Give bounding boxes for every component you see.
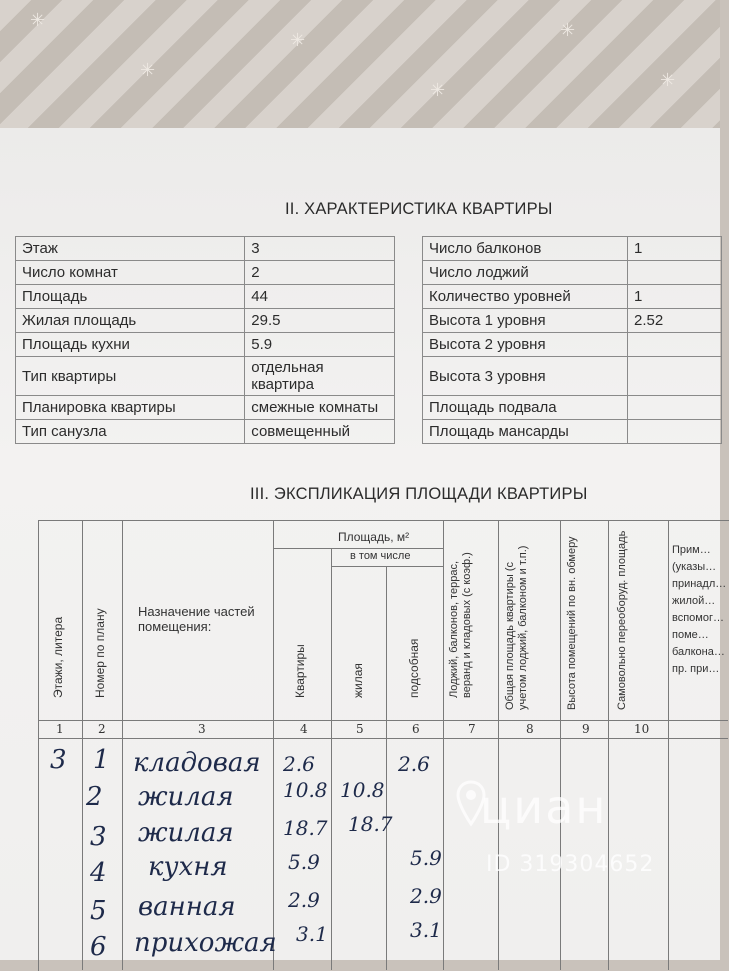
row-value: 2 <box>245 261 395 285</box>
row-apartment-area: 5.9 <box>288 850 320 874</box>
table-row <box>423 333 722 357</box>
table-row <box>423 357 722 396</box>
row-value: 44 <box>245 285 395 309</box>
row-label: Количество уровней <box>423 285 628 309</box>
table-row <box>423 261 722 285</box>
row-label: Число комнат <box>16 261 245 285</box>
row-value: 5.9 <box>245 333 395 357</box>
row-label: Площадь мансарды <box>423 420 628 444</box>
row-apartment-area: 18.7 <box>283 816 328 840</box>
column-number: 2 <box>98 722 106 736</box>
col-line <box>608 520 609 970</box>
row-room-name: кухня <box>148 852 228 882</box>
table-row <box>16 420 395 444</box>
header-apartment: Квартиры <box>293 644 307 698</box>
row-label: Площадь <box>16 285 245 309</box>
row-apartment-area: 2.6 <box>283 752 315 776</box>
row-label: Число лоджий <box>423 261 628 285</box>
column-number: 4 <box>300 722 308 736</box>
table-row <box>16 309 395 333</box>
header-note: Прим… (указы… принадл… жилой… вспомог… поме… балкона… пр. при… <box>672 544 727 675</box>
header-auxiliary: подсобная <box>407 638 421 698</box>
fabric-star-icon: ✳ <box>290 30 306 51</box>
row-auxiliary-area: 5.9 <box>410 846 442 870</box>
row-label: Этаж <box>16 237 245 261</box>
table-row <box>423 420 722 444</box>
row-label: Тип санузла <box>16 420 245 444</box>
column-number: 6 <box>412 722 420 736</box>
row-plan-number: 6 <box>90 932 107 962</box>
row-auxiliary-area: 2.6 <box>398 752 430 776</box>
header-height: Высота помещений по вн. обмеру <box>566 536 578 710</box>
fabric-star-icon: ✳ <box>430 80 446 101</box>
table-row <box>16 237 395 261</box>
row-label: Жилая площадь <box>16 309 245 333</box>
apartment-levels-table <box>422 236 722 444</box>
row-plan-number: 1 <box>93 745 110 775</box>
header-floor: Этажи, литера <box>51 616 65 698</box>
table-row <box>16 261 395 285</box>
fabric-star-icon: ✳ <box>30 10 46 31</box>
row-apartment-area: 10.8 <box>283 778 328 802</box>
fabric-background <box>0 0 720 135</box>
row-apartment-area: 3.1 <box>296 922 328 946</box>
row-room-name: прихожая <box>134 928 277 958</box>
incl-divider <box>331 566 443 567</box>
column-number: 1 <box>56 722 64 736</box>
col-line <box>82 520 83 970</box>
row-auxiliary-area: 2.9 <box>410 884 442 908</box>
row-value: 1 <box>628 237 722 261</box>
area-group-divider <box>273 548 443 549</box>
row-value <box>628 357 722 396</box>
row-auxiliary-area: 3.1 <box>410 918 442 942</box>
apartment-characteristics-table <box>15 236 395 444</box>
table-row <box>16 333 395 357</box>
column-number: 3 <box>198 722 206 736</box>
row-label: Площадь кухни <box>16 333 245 357</box>
row-label: Высота 3 уровня <box>423 357 628 396</box>
row-floor: 3 <box>50 745 67 775</box>
col-line <box>331 548 332 970</box>
column-number: 10 <box>634 722 650 736</box>
row-living-area: 10.8 <box>340 778 385 802</box>
table-row <box>423 285 722 309</box>
row-value: 29.5 <box>245 309 395 333</box>
col-line <box>560 520 561 970</box>
header-total: Общая площадь квартиры (с учетом лоджий, балконом и т.п.) <box>504 545 529 710</box>
row-value: отдельная квартира <box>245 357 395 396</box>
numbers-divider <box>38 738 728 739</box>
row-value: 1 <box>628 285 722 309</box>
column-number: 5 <box>356 722 364 736</box>
header-plan-number: Номер по плану <box>93 608 107 698</box>
row-living-area: 18.7 <box>348 812 393 836</box>
row-value <box>628 396 722 420</box>
row-plan-number: 4 <box>90 858 107 888</box>
row-value: совмещенный <box>245 420 395 444</box>
row-label: Высота 2 уровня <box>423 333 628 357</box>
fabric-star-icon: ✳ <box>660 70 676 91</box>
table-row <box>423 237 722 261</box>
column-number: 9 <box>582 722 590 736</box>
row-room-name: кладовая <box>133 748 261 778</box>
table-row <box>16 285 395 309</box>
row-value <box>628 261 722 285</box>
row-value <box>628 420 722 444</box>
table-row <box>423 309 722 333</box>
row-value: 2.52 <box>628 309 722 333</box>
row-label: Высота 1 уровня <box>423 309 628 333</box>
row-apartment-area: 2.9 <box>288 888 320 912</box>
header-living: жилая <box>351 663 365 698</box>
header-incl: в том числе <box>350 550 411 562</box>
row-value: 3 <box>245 237 395 261</box>
col-line <box>386 566 387 970</box>
section2-title: II. ХАРАКТЕРИСТИКА КВАРТИРЫ <box>285 200 553 218</box>
table-row <box>423 396 722 420</box>
header-loggia: Лоджий, балконов, террас, веранд и кладовых (с коэф.) <box>448 552 473 698</box>
row-room-name: жилая <box>138 782 234 812</box>
explication-table <box>38 520 728 970</box>
col-line <box>443 520 444 970</box>
row-plan-number: 3 <box>90 822 107 852</box>
table-row <box>16 357 395 396</box>
table-row <box>16 396 395 420</box>
col-line <box>273 520 274 970</box>
column-number: 8 <box>526 722 534 736</box>
row-room-name: жилая <box>138 818 234 848</box>
header-area-group: Площадь, м² <box>338 530 410 544</box>
row-label: Тип квартиры <box>16 357 245 396</box>
row-plan-number: 5 <box>90 896 107 926</box>
fabric-star-icon: ✳ <box>560 20 576 41</box>
col-line <box>122 520 123 970</box>
section3-title: III. ЭКСПЛИКАЦИЯ ПЛОЩАДИ КВАРТИРЫ <box>250 485 588 503</box>
watermark-brand: циан <box>480 780 608 834</box>
header-self-rebuilt: Самовольно переоборуд. площадь <box>616 530 628 710</box>
row-value <box>628 333 722 357</box>
header-purpose: Назначение частей помещения: <box>138 604 255 634</box>
col-line <box>668 520 669 970</box>
header-divider <box>38 720 728 721</box>
column-number: 7 <box>468 722 476 736</box>
row-label: Число балконов <box>423 237 628 261</box>
watermark-id: ID 319304652 <box>486 852 655 877</box>
row-label: Площадь подвала <box>423 396 628 420</box>
row-room-name: ванная <box>138 892 236 922</box>
fabric-star-icon: ✳ <box>140 60 156 81</box>
col-line <box>498 520 499 970</box>
row-label: Планировка квартиры <box>16 396 245 420</box>
row-value: смежные комнаты <box>245 396 395 420</box>
row-plan-number: 2 <box>86 782 103 812</box>
